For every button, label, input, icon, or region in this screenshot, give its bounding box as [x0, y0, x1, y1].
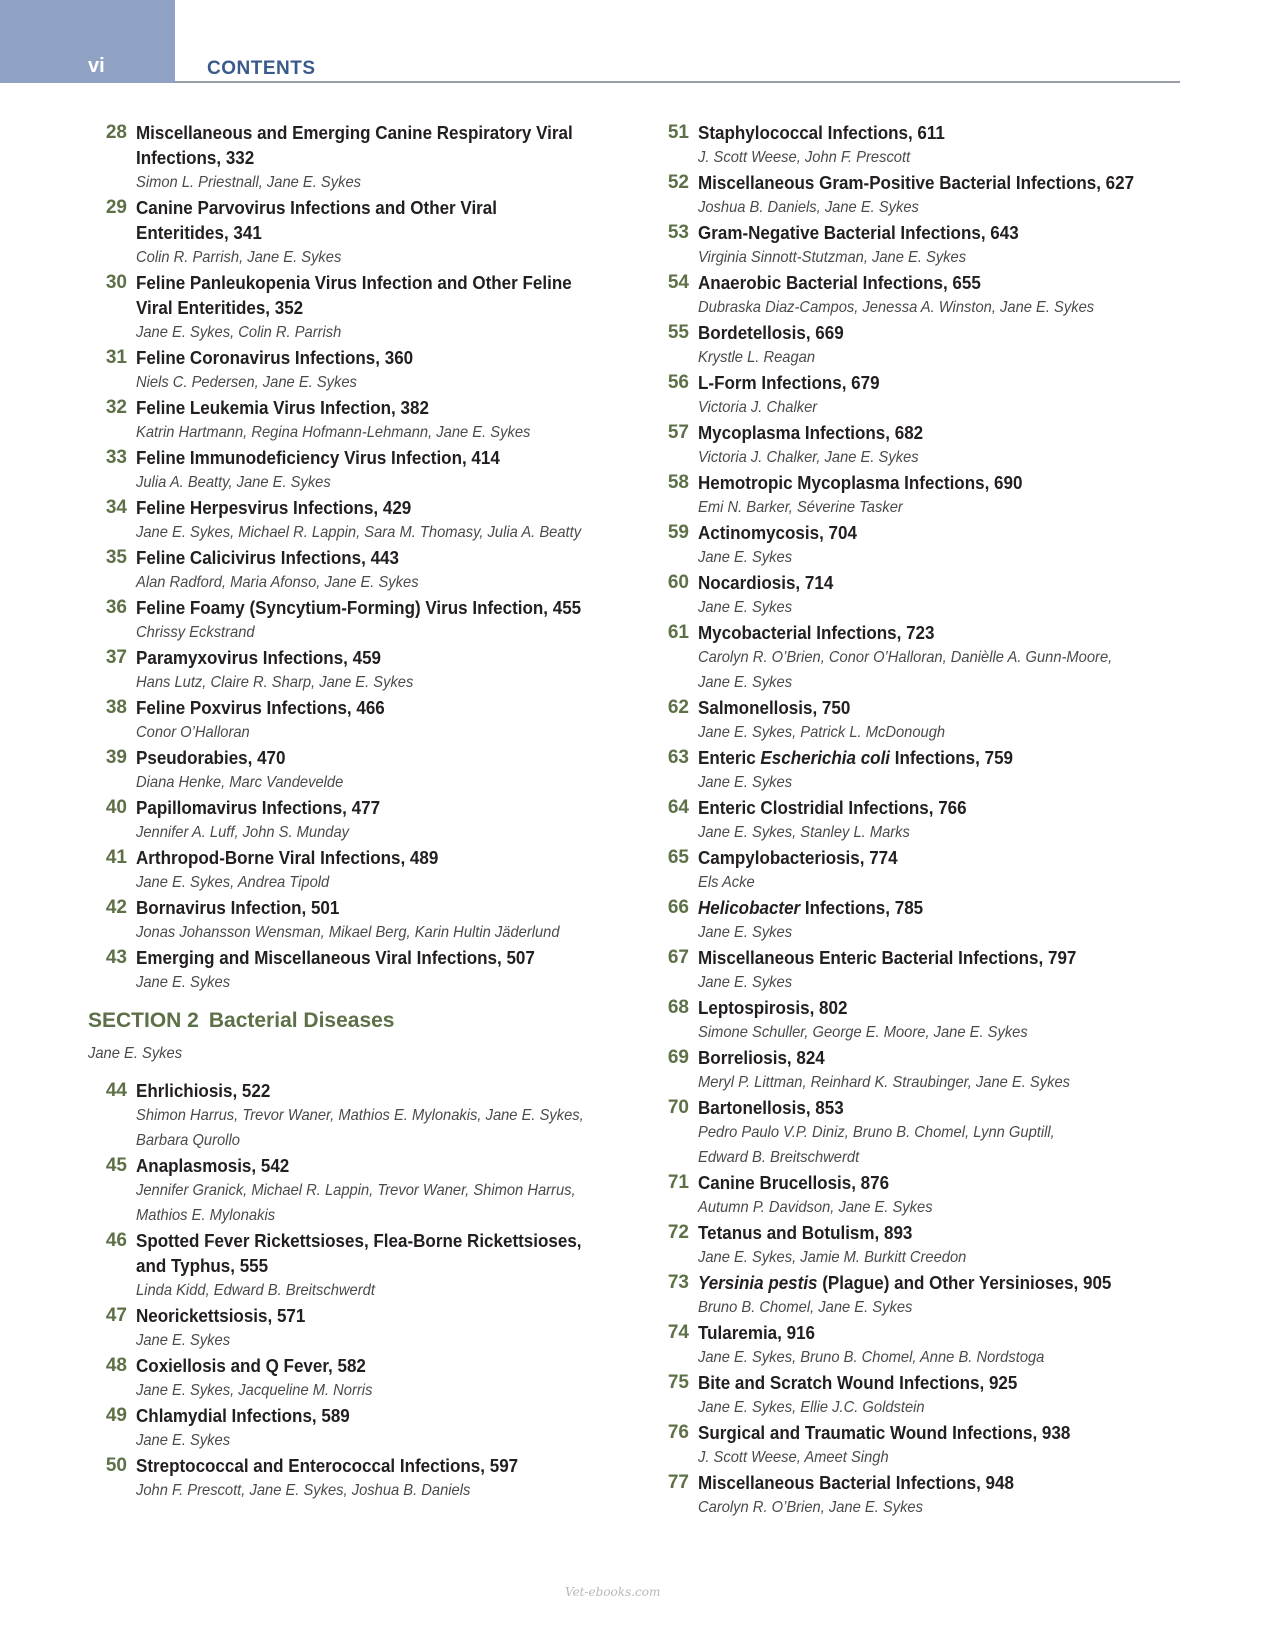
toc-entry[interactable] [650, 570, 1210, 620]
chapter-title[interactable]: Pseudorabies, 470 [136, 747, 286, 768]
toc-entry[interactable] [650, 1220, 1210, 1270]
chapter-number: 54 [667, 272, 689, 293]
chapter-authors: Jane E. Sykes, Colin R. Parrish [136, 324, 342, 341]
chapter-body [136, 845, 628, 895]
chapter-title[interactable]: Bite and Scratch Wound Infections, 925 [698, 1372, 1018, 1393]
chapter-number: 77 [667, 1472, 689, 1493]
chapter-title[interactable]: Bornavirus Infection, 501 [136, 897, 340, 918]
chapter-body [698, 620, 1210, 695]
chapter-title[interactable]: Miscellaneous Enteric Bacterial Infections, 797 [698, 947, 1077, 968]
chapter-authors: Diana Henke, Marc Vandevelde [136, 774, 344, 791]
chapter-title[interactable]: and Typhus, 555 [136, 1255, 269, 1276]
chapter-number: 43 [105, 947, 127, 968]
toc-entry[interactable] [88, 195, 628, 270]
toc-left-column [88, 120, 628, 1503]
chapter-body [698, 1220, 1210, 1270]
chapter-title[interactable]: Enteric Clostridial Infections, 766 [698, 797, 967, 818]
chapter-number: 29 [105, 197, 127, 218]
section-heading [88, 1007, 628, 1035]
chapter-body [698, 320, 1210, 370]
chapter-authors: Jane E. Sykes [698, 674, 793, 691]
chapter-authors: Jane E. Sykes, Jamie M. Burkitt Creedon [698, 1249, 967, 1266]
chapter-title[interactable]: Feline Immunodeficiency Virus Infection, 414 [136, 447, 500, 468]
chapter-title[interactable]: Miscellaneous and Emerging Canine Respiratory Viral [136, 122, 573, 143]
header-rule [175, 81, 1180, 83]
watermark-logo: Vet-ebooks.com [565, 1585, 661, 1599]
toc-entry[interactable] [650, 845, 1210, 895]
chapter-body [698, 1320, 1210, 1370]
chapter-title[interactable]: Miscellaneous Bacterial Infections, 948 [698, 1472, 1014, 1493]
chapter-number: 55 [667, 322, 689, 343]
chapter-authors: J. Scott Weese, Ameet Singh [698, 1449, 889, 1466]
chapter-authors: Jane E. Sykes, Bruno B. Chomel, Anne B. Nordstoga [698, 1349, 1045, 1366]
toc-entry[interactable] [650, 995, 1210, 1045]
toc-entry[interactable] [88, 545, 628, 595]
toc-entry[interactable] [88, 695, 628, 745]
chapter-body [698, 470, 1210, 520]
chapter-authors: Simone Schuller, George E. Moore, Jane E. Sykes [698, 1024, 1028, 1041]
chapter-authors: Barbara Qurollo [136, 1132, 240, 1149]
toc-entry[interactable] [88, 495, 628, 545]
chapter-title[interactable]: Staphylococcal Infections, 611 [698, 122, 945, 143]
chapter-title-part: Infections, 785 [800, 897, 924, 918]
chapter-body [698, 995, 1210, 1045]
chapter-number: 76 [667, 1422, 689, 1443]
chapter-title[interactable]: Gram-Negative Bacterial Infections, 643 [698, 222, 1019, 243]
chapter-authors: John F. Prescott, Jane E. Sykes, Joshua B. Daniels [136, 1482, 471, 1499]
chapter-authors: Victoria J. Chalker [698, 399, 818, 416]
chapter-body [698, 270, 1210, 320]
toc-entry[interactable] [650, 370, 1210, 420]
chapter-authors: Jane E. Sykes, Andrea Tipold [136, 874, 330, 891]
chapter-body [136, 120, 628, 195]
chapter-number: 69 [667, 1047, 689, 1068]
chapter-authors: Virginia Sinnott-Stutzman, Jane E. Sykes [698, 249, 967, 266]
chapter-title[interactable] [698, 745, 1169, 770]
chapter-title[interactable]: Mycobacterial Infections, 723 [698, 622, 935, 643]
chapter-number: 51 [667, 122, 689, 143]
chapter-title[interactable]: Actinomycosis, 704 [698, 522, 857, 543]
toc-entry[interactable] [88, 1078, 628, 1153]
toc-entry[interactable] [88, 845, 628, 895]
chapter-authors: Els Acke [698, 874, 755, 891]
chapter-title[interactable]: Enteritides, 341 [136, 222, 262, 243]
chapter-number: 35 [105, 547, 127, 568]
chapter-number: 36 [105, 597, 127, 618]
chapter-number: 39 [105, 747, 127, 768]
chapter-authors: Jane E. Sykes [136, 1432, 231, 1449]
chapter-authors: Jonas Johansson Wensman, Mikael Berg, Karin Hultin Jäderlund [136, 924, 560, 941]
chapter-number: 60 [667, 572, 689, 593]
chapter-body [698, 1470, 1210, 1520]
chapter-number: 41 [105, 847, 127, 868]
section-name: Bacterial Diseases [208, 1009, 395, 1032]
toc-entry[interactable] [650, 695, 1210, 745]
chapter-title[interactable]: Campylobacteriosis, 774 [698, 847, 898, 868]
toc-entry[interactable] [88, 645, 628, 695]
chapter-authors: Linda Kidd, Edward B. Breitschwerdt [136, 1282, 375, 1299]
toc-entry[interactable] [650, 420, 1210, 470]
chapter-number: 74 [667, 1322, 689, 1343]
chapter-number: 58 [667, 472, 689, 493]
chapter-body [136, 1453, 628, 1503]
chapter-title[interactable]: Canine Parvovirus Infections and Other Viral [136, 197, 497, 218]
chapter-number: 30 [105, 272, 127, 293]
chapter-body [136, 645, 628, 695]
chapter-title-part: Infections, 759 [890, 747, 1013, 768]
chapter-title[interactable]: Neorickettsiosis, 571 [136, 1305, 306, 1326]
chapter-number: 65 [667, 847, 689, 868]
chapter-number: 66 [667, 897, 689, 918]
toc-entry[interactable] [650, 120, 1210, 170]
chapter-authors: Hans Lutz, Claire R. Sharp, Jane E. Sykes [136, 674, 414, 691]
chapter-body [698, 520, 1210, 570]
chapter-body [698, 220, 1210, 270]
toc-entry[interactable] [88, 270, 628, 345]
chapter-authors: Simon L. Priestnall, Jane E. Sykes [136, 174, 361, 191]
chapter-title-part: (Plague) and Other Yersinioses, 905 [817, 1272, 1112, 1293]
chapter-title[interactable]: Feline Calicivirus Infections, 443 [136, 547, 399, 568]
chapter-title[interactable]: Hemotropic Mycoplasma Infections, 690 [698, 472, 1023, 493]
chapter-body [698, 895, 1210, 945]
chapter-title[interactable]: Arthropod-Borne Viral Infections, 489 [136, 847, 439, 868]
chapter-number: 53 [667, 222, 689, 243]
chapter-number: 73 [667, 1272, 689, 1293]
chapter-title[interactable]: Anaplasmosis, 542 [136, 1155, 290, 1176]
chapter-body [136, 545, 628, 595]
chapter-number: 56 [667, 372, 689, 393]
chapter-number: 62 [667, 697, 689, 718]
chapter-title[interactable]: Miscellaneous Gram-Positive Bacterial Infections, 627 [698, 172, 1135, 193]
chapter-authors: Victoria J. Chalker, Jane E. Sykes [698, 449, 919, 466]
chapter-title[interactable]: Leptospirosis, 802 [698, 997, 848, 1018]
toc-list-section-1 [88, 120, 628, 995]
chapter-number: 33 [105, 447, 127, 468]
chapter-title[interactable]: Infections, 332 [136, 147, 255, 168]
chapter-number: 61 [667, 622, 689, 643]
chapter-title[interactable]: Nocardiosis, 714 [698, 572, 834, 593]
toc-entry[interactable] [88, 345, 628, 395]
chapter-title-italic: Yersinia pestis [698, 1272, 818, 1293]
toc-entry[interactable] [88, 795, 628, 845]
chapter-number: 72 [667, 1222, 689, 1243]
toc-entry[interactable] [650, 1370, 1210, 1420]
chapter-body [698, 795, 1210, 845]
chapter-title[interactable]: Feline Poxvirus Infections, 466 [136, 697, 385, 718]
chapter-authors: Alan Radford, Maria Afonso, Jane E. Sykes [136, 574, 419, 591]
chapter-number: 38 [105, 697, 127, 718]
chapter-number: 75 [667, 1372, 689, 1393]
chapter-title-italic: Escherichia coli [760, 747, 891, 768]
toc-entry[interactable] [650, 470, 1210, 520]
chapter-body [698, 1045, 1210, 1095]
chapter-authors: Jane E. Sykes, Jacqueline M. Norris [136, 1382, 373, 1399]
chapter-body [698, 845, 1210, 895]
running-header-title: CONTENTS [207, 58, 316, 79]
chapter-authors: Conor O’Halloran [136, 724, 250, 741]
chapter-number: 67 [667, 947, 689, 968]
chapter-body [698, 370, 1210, 420]
chapter-number: 63 [667, 747, 689, 768]
chapter-number: 59 [667, 522, 689, 543]
chapter-title[interactable]: Surgical and Traumatic Wound Infections, 938 [698, 1422, 1071, 1443]
toc-entry[interactable] [650, 1470, 1210, 1520]
toc-entry[interactable] [650, 1320, 1210, 1370]
chapter-authors: Shimon Harrus, Trevor Waner, Mathios E. Mylonakis, Jane E. Sykes, [136, 1107, 584, 1124]
chapter-authors: Jane E. Sykes, Patrick L. McDonough [698, 724, 946, 741]
section-editor: Jane E. Sykes [88, 1045, 183, 1062]
chapter-body [136, 1353, 628, 1403]
toc-list-section-2 [88, 1078, 628, 1503]
toc-entry[interactable] [650, 1170, 1210, 1220]
chapter-body [136, 1228, 628, 1303]
chapter-authors: Katrin Hartmann, Regina Hofmann-Lehmann, Jane E. Sykes [136, 424, 531, 441]
chapter-title[interactable]: Canine Brucellosis, 876 [698, 1172, 890, 1193]
chapter-title[interactable]: Mycoplasma Infections, 682 [698, 422, 924, 443]
chapter-number: 42 [105, 897, 127, 918]
chapter-title[interactable]: Streptococcal and Enterococcal Infections, 597 [136, 1455, 519, 1476]
chapter-body [136, 195, 628, 270]
chapter-authors: Jane E. Sykes [698, 599, 793, 616]
chapter-title[interactable]: Tularemia, 916 [698, 1322, 815, 1343]
toc-entry[interactable] [88, 1153, 628, 1228]
chapter-title[interactable]: Anaerobic Bacterial Infections, 655 [698, 272, 981, 293]
chapter-body [698, 120, 1210, 170]
toc-entry[interactable] [650, 270, 1210, 320]
toc-entry[interactable] [650, 1420, 1210, 1470]
chapter-number: 64 [667, 797, 689, 818]
chapter-title[interactable]: Viral Enteritides, 352 [136, 297, 304, 318]
chapter-number: 48 [105, 1355, 127, 1376]
page-number: vi [88, 55, 105, 77]
chapter-body [698, 1270, 1210, 1320]
chapter-title[interactable]: Chlamydial Infections, 589 [136, 1405, 350, 1426]
chapter-number: 57 [667, 422, 689, 443]
chapter-body [698, 1370, 1210, 1420]
chapter-authors: Jennifer Granick, Michael R. Lappin, Trevor Waner, Shimon Harrus, [136, 1182, 576, 1199]
chapter-authors: Carolyn R. O’Brien, Jane E. Sykes [698, 1499, 923, 1516]
chapter-authors: Julia A. Beatty, Jane E. Sykes [136, 474, 331, 491]
chapter-number: 52 [667, 172, 689, 193]
chapter-authors: Krystle L. Reagan [698, 349, 816, 366]
chapter-title[interactable]: Tetanus and Botulism, 893 [698, 1222, 913, 1243]
toc-entry[interactable] [88, 445, 628, 495]
toc-entry[interactable] [650, 1270, 1210, 1320]
chapter-title[interactable]: Paramyxovirus Infections, 459 [136, 647, 382, 668]
chapter-body [136, 1078, 628, 1153]
toc-entry[interactable] [650, 895, 1210, 945]
chapter-number: 49 [105, 1405, 127, 1426]
chapter-title[interactable]: Ehrlichiosis, 522 [136, 1080, 271, 1101]
chapter-authors: Jane E. Sykes [698, 774, 793, 791]
chapter-body [698, 170, 1210, 220]
chapter-body [698, 1170, 1210, 1220]
chapter-authors: Colin R. Parrish, Jane E. Sykes [136, 249, 342, 266]
chapter-number: 37 [105, 647, 127, 668]
chapter-authors: Jane E. Sykes [136, 1332, 231, 1349]
chapter-body [136, 695, 628, 745]
chapter-title[interactable]: Feline Herpesvirus Infections, 429 [136, 497, 412, 518]
toc-entry[interactable] [650, 620, 1210, 695]
toc-entry[interactable] [88, 120, 628, 195]
toc-list-right [650, 120, 1210, 1520]
chapter-title[interactable]: Feline Leukemia Virus Infection, 382 [136, 397, 429, 418]
toc-entry[interactable] [88, 1453, 628, 1503]
chapter-authors: Jane E. Sykes [698, 549, 793, 566]
chapter-body [136, 595, 628, 645]
chapter-title[interactable]: Papillomavirus Infections, 477 [136, 797, 381, 818]
toc-entry[interactable] [650, 945, 1210, 995]
chapter-authors: Chrissy Eckstrand [136, 624, 255, 641]
toc-entry[interactable] [88, 1228, 628, 1303]
chapter-number: 28 [105, 122, 127, 143]
chapter-title[interactable]: Bartonellosis, 853 [698, 1097, 844, 1118]
chapter-authors: Emi N. Barker, Séverine Tasker [698, 499, 903, 516]
toc-right-column [650, 120, 1210, 1520]
chapter-body [136, 1403, 628, 1453]
chapter-title[interactable]: Feline Foamy (Syncytium-Forming) Virus Infection, 455 [136, 597, 582, 618]
chapter-title[interactable]: L-Form Infections, 679 [698, 372, 880, 393]
chapter-body [136, 745, 628, 795]
toc-entry[interactable] [650, 170, 1210, 220]
chapter-authors: Carolyn R. O’Brien, Conor O’Halloran, Danièlle A. Gunn-Moore, [698, 649, 1113, 666]
chapter-body [136, 795, 628, 845]
chapter-body [136, 1303, 628, 1353]
chapter-number: 32 [105, 397, 127, 418]
chapter-body [698, 1095, 1210, 1170]
chapter-body [136, 270, 628, 345]
chapter-title-part: Enteric [698, 747, 761, 768]
section-label: SECTION 2 [88, 1009, 199, 1032]
chapter-authors: Joshua B. Daniels, Jane E. Sykes [698, 199, 919, 216]
chapter-authors: Dubraska Diaz-Campos, Jenessa A. Winston, Jane E. Sykes [698, 299, 1095, 316]
toc-entry[interactable] [650, 520, 1210, 570]
toc-entry[interactable] [88, 395, 628, 445]
toc-entry[interactable] [650, 320, 1210, 370]
chapter-number: 68 [667, 997, 689, 1018]
chapter-authors: Edward B. Breitschwerdt [698, 1149, 860, 1166]
chapter-number: 46 [105, 1230, 127, 1251]
chapter-body [136, 495, 628, 545]
chapter-title[interactable]: Emerging and Miscellaneous Viral Infections, 507 [136, 947, 535, 968]
toc-entry[interactable] [88, 595, 628, 645]
toc-entry[interactable] [88, 745, 628, 795]
chapter-authors: Jane E. Sykes, Ellie J.C. Goldstein [698, 1399, 925, 1416]
chapter-title[interactable]: Salmonellosis, 750 [698, 697, 851, 718]
chapter-authors: Meryl P. Littman, Reinhard K. Straubinger, Jane E. Sykes [698, 1074, 1071, 1091]
chapter-title[interactable]: Coxiellosis and Q Fever, 582 [136, 1355, 366, 1376]
chapter-authors: Jane E. Sykes [698, 974, 793, 991]
chapter-number: 40 [105, 797, 127, 818]
toc-entry[interactable] [88, 1303, 628, 1353]
chapter-body [698, 420, 1210, 470]
chapter-authors: Pedro Paulo V.P. Diniz, Bruno B. Chomel, Lynn Guptill, [698, 1124, 1055, 1141]
chapter-body [698, 1420, 1210, 1470]
toc-entry[interactable] [650, 220, 1210, 270]
chapter-title[interactable]: Bordetellosis, 669 [698, 322, 844, 343]
chapter-authors: Jane E. Sykes, Michael R. Lappin, Sara M. Thomasy, Julia A. Beatty [136, 524, 582, 541]
chapter-body [136, 445, 628, 495]
toc-entry[interactable] [650, 1045, 1210, 1095]
toc-entry[interactable] [650, 1095, 1210, 1170]
chapter-authors: Bruno B. Chomel, Jane E. Sykes [698, 1299, 913, 1316]
chapter-authors: Autumn P. Davidson, Jane E. Sykes [698, 1199, 933, 1216]
chapter-number: 31 [105, 347, 127, 368]
chapter-authors: J. Scott Weese, John F. Prescott [698, 149, 911, 166]
chapter-title-italic: Helicobacter [698, 897, 801, 918]
toc-entry[interactable] [88, 945, 628, 995]
chapter-authors: Jane E. Sykes [698, 924, 793, 941]
chapter-body [698, 570, 1210, 620]
chapter-number: 34 [105, 497, 127, 518]
toc-entry[interactable] [650, 795, 1210, 845]
chapter-authors: Mathios E. Mylonakis [136, 1207, 276, 1224]
chapter-body [698, 945, 1210, 995]
chapter-authors: Jane E. Sykes, Stanley L. Marks [698, 824, 910, 841]
chapter-number: 44 [105, 1080, 127, 1101]
chapter-body [136, 345, 628, 395]
toc-entry[interactable] [88, 895, 628, 945]
chapter-body [136, 1153, 628, 1228]
chapter-authors: Jane E. Sykes [136, 974, 231, 991]
chapter-body [136, 395, 628, 445]
chapter-title[interactable] [698, 1270, 1169, 1295]
chapter-title[interactable]: Feline Panleukopenia Virus Infection and Other Feline [136, 272, 572, 293]
chapter-title[interactable]: Feline Coronavirus Infections, 360 [136, 347, 414, 368]
chapter-number: 47 [105, 1305, 127, 1326]
chapter-title[interactable] [698, 895, 1169, 920]
chapter-body [136, 945, 628, 995]
chapter-body [698, 745, 1210, 795]
chapter-number: 50 [105, 1455, 127, 1476]
chapter-body [136, 895, 628, 945]
toc-entry[interactable] [650, 745, 1210, 795]
chapter-authors: Jennifer A. Luff, John S. Munday [136, 824, 350, 841]
chapter-title[interactable]: Spotted Fever Rickettsioses, Flea-Borne Rickettsioses, [136, 1230, 582, 1251]
chapter-authors: Niels C. Pedersen, Jane E. Sykes [136, 374, 357, 391]
toc-entry[interactable] [88, 1353, 628, 1403]
chapter-body [698, 695, 1210, 745]
chapter-title[interactable]: Borreliosis, 824 [698, 1047, 825, 1068]
toc-entry[interactable] [88, 1403, 628, 1453]
chapter-number: 71 [667, 1172, 689, 1193]
chapter-number: 45 [105, 1155, 127, 1176]
chapter-number: 70 [667, 1097, 689, 1118]
